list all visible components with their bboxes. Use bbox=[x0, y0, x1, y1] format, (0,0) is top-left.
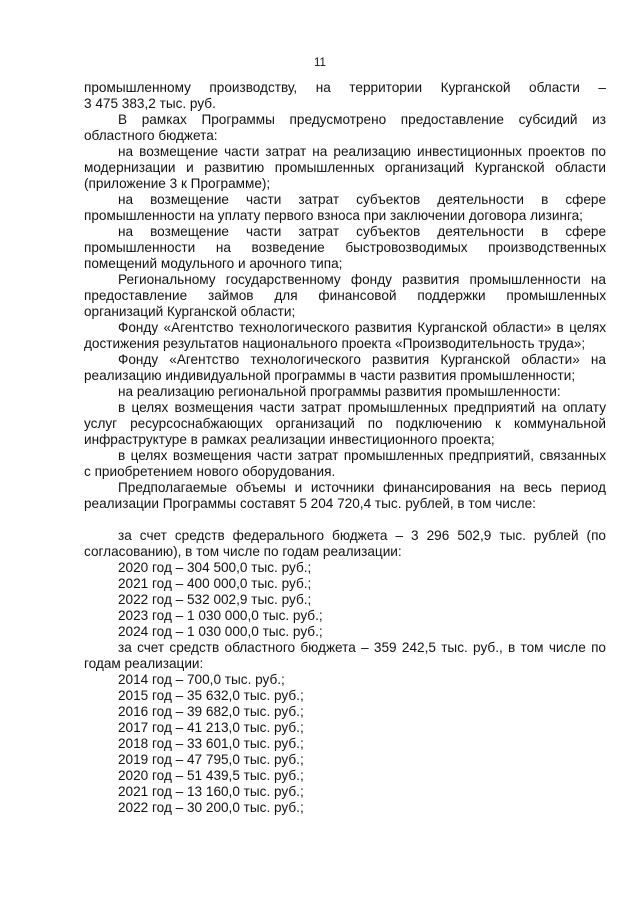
text-line: модернизации и развитию промышленных организаций Курганской области bbox=[84, 160, 606, 175]
text-line: организаций Курганской области; bbox=[84, 304, 296, 319]
text-line: на возмещение части затрат субъектов деятельности в сфере bbox=[118, 192, 606, 207]
text-line: промышленному производству, на территории Курганской области – bbox=[84, 80, 606, 95]
text-line: годам реализации: bbox=[84, 656, 204, 671]
federal-year-item: 2024 год – 1 030 000,0 тыс. руб.; bbox=[118, 624, 323, 639]
text-line: инфраструктуре в рамках реализации инвестиционного проекта; bbox=[84, 432, 495, 447]
regional-year-item: 2021 год – 13 160,0 тыс. руб.; bbox=[118, 784, 304, 799]
regional-year-item: 2015 год – 35 632,0 тыс. руб.; bbox=[118, 688, 304, 703]
text-line: реализации Программы составят 5 204 720,4 тыс. рублей, в том числе: bbox=[84, 496, 536, 511]
text-line: (приложение 3 к Программе); bbox=[84, 176, 271, 191]
text-line: в целях возмещения части затрат промышленных предприятий на оплату bbox=[118, 400, 606, 415]
text-line: в целях возмещения части затрат промышленных предприятий, связанных bbox=[118, 448, 606, 463]
text-line: В рамках Программы предусмотрено предоставление субсидий из bbox=[118, 112, 606, 127]
text-line: достижения результатов национального проекта «Производительность труда»; bbox=[84, 336, 586, 351]
federal-year-item: 2021 год – 400 000,0 тыс. руб.; bbox=[118, 576, 312, 591]
regional-year-item: 2020 год – 51 439,5 тыс. руб.; bbox=[118, 768, 304, 783]
regional-year-item: 2022 год – 30 200,0 тыс. руб.; bbox=[118, 800, 304, 815]
text-line: Региональному государственному фонду развития промышленности на bbox=[118, 272, 606, 287]
regional-year-item: 2018 год – 33 601,0 тыс. руб.; bbox=[118, 736, 304, 751]
federal-year-item: 2020 год – 304 500,0 тыс. руб.; bbox=[118, 560, 312, 575]
text-line: на реализацию региональной программы развития промышленности: bbox=[118, 384, 561, 399]
regional-year-item: 2016 год – 39 682,0 тыс. руб.; bbox=[118, 704, 304, 719]
federal-year-item: 2022 год – 532 002,9 тыс. руб.; bbox=[118, 592, 312, 607]
federal-year-item: 2023 год – 1 030 000,0 тыс. руб.; bbox=[118, 608, 323, 623]
text-line: на возмещение части затрат субъектов деятельности в сфере bbox=[118, 224, 606, 239]
text-line: 3 475 383,2 тыс. руб. bbox=[84, 96, 216, 111]
regional-year-item: 2014 год – 700,0 тыс. руб.; bbox=[118, 672, 285, 687]
text-line: с приобретением нового оборудования. bbox=[84, 464, 336, 479]
text-line: областного бюджета: bbox=[84, 128, 218, 143]
text-line: промышленности на уплату первого взноса при заключении договора лизинга; bbox=[84, 208, 583, 223]
text-line: Фонду «Агентство технологического развития Курганской области» в целях bbox=[118, 320, 606, 335]
text-line: Предполагаемые объемы и источники финансирования на весь период bbox=[118, 480, 606, 495]
blank-line bbox=[84, 512, 606, 528]
regional-year-item: 2017 год – 41 213,0 тыс. руб.; bbox=[118, 720, 304, 735]
text-line: за счет средств областного бюджета – 359 242,5 тыс. руб., в том числе по bbox=[118, 640, 606, 655]
text-line: согласованию), в том числе по годам реализации: bbox=[84, 544, 402, 559]
document-body bbox=[84, 80, 606, 816]
text-line: реализацию индивидуальной программы в части развития промышленности; bbox=[84, 368, 576, 383]
page-number: 11 bbox=[314, 57, 326, 69]
text-line: на возмещение части затрат на реализацию инвестиционных проектов по bbox=[118, 144, 606, 159]
text-line: помещений модульного и арочного типа; bbox=[84, 256, 343, 271]
text-line: услуг ресурсоснабжающих организаций по подключению к коммунальной bbox=[84, 416, 606, 431]
text-line: промышленности на возведение быстровозводимых производственных bbox=[84, 240, 606, 255]
regional-year-item: 2019 год – 47 795,0 тыс. руб.; bbox=[118, 752, 304, 767]
text-line: Фонду «Агентство технологического развития Курганской области» на bbox=[118, 352, 606, 367]
text-line: за счет средств федерального бюджета – 3 296 502,9 тыс. рублей (по bbox=[118, 528, 606, 543]
text-line: предоставление займов для финансовой поддержки промышленных bbox=[84, 288, 606, 303]
